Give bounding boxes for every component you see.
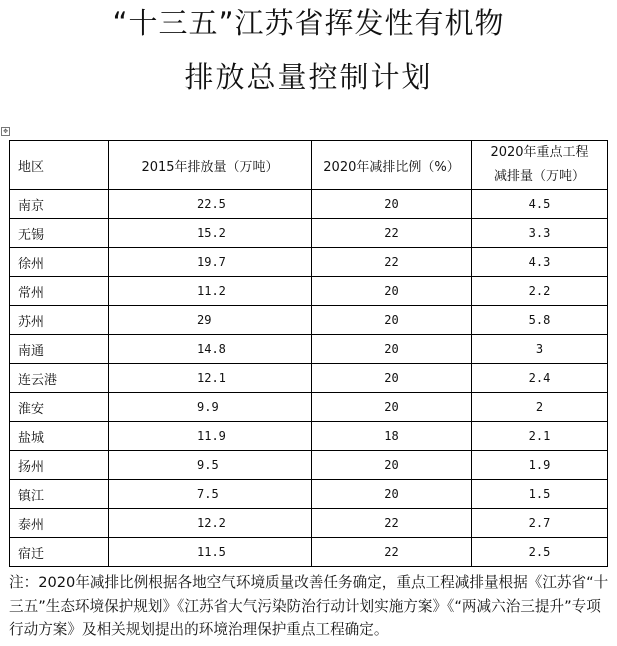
- header-key-project-line2: 减排量（万吨）: [493, 169, 585, 184]
- cell-region: 常州: [10, 277, 109, 306]
- cell-reduction-ratio: 22: [312, 509, 472, 538]
- table-row: [10, 306, 608, 335]
- cell-region: 淮安: [10, 393, 109, 422]
- cell-reduction-ratio: 20: [312, 277, 472, 306]
- cell-region: 宿迁: [10, 538, 109, 567]
- cell-key-project-reduction: 2.2: [472, 277, 608, 306]
- table-row: [10, 538, 608, 567]
- cell-emission-2015: 11.9: [109, 422, 312, 451]
- cell-reduction-ratio: 22: [312, 219, 472, 248]
- table-row: [10, 480, 608, 509]
- cell-emission-2015: 14.8: [109, 335, 312, 364]
- cell-emission-2015: 19.7: [109, 248, 312, 277]
- cell-reduction-ratio: 22: [312, 538, 472, 567]
- cell-reduction-ratio: 20: [312, 393, 472, 422]
- cell-emission-2015: 12.1: [109, 364, 312, 393]
- cell-key-project-reduction: 2.7: [472, 509, 608, 538]
- cell-key-project-reduction: 4.3: [472, 248, 608, 277]
- cell-emission-2015: 22.5: [109, 190, 312, 219]
- cell-region: 无锡: [10, 219, 109, 248]
- cell-region: 盐城: [10, 422, 109, 451]
- cell-emission-2015: 7.5: [109, 480, 312, 509]
- cell-reduction-ratio: 20: [312, 335, 472, 364]
- emission-table: [9, 140, 608, 567]
- cell-emission-2015: 12.2: [109, 509, 312, 538]
- move-handle-icon[interactable]: ✥: [2, 128, 9, 135]
- table-row: [10, 277, 608, 306]
- cell-emission-2015: 9.9: [109, 393, 312, 422]
- cell-key-project-reduction: 3: [472, 335, 608, 364]
- document-title-line2: 排放总量控制计划: [184, 60, 433, 94]
- cell-emission-2015: 11.2: [109, 277, 312, 306]
- cell-region: 南通: [10, 335, 109, 364]
- cell-key-project-reduction: 2: [472, 393, 608, 422]
- cell-key-project-reduction: 4.5: [472, 190, 608, 219]
- table-row: [10, 219, 608, 248]
- header-key-project-line1: 2020年重点工程: [490, 145, 589, 160]
- footnote: 注：2020年减排比例根据各地空气环境质量改善任务确定，重点工程减排量根据《江苏省“十三五”生态环境保护规划》《江苏省大气污染防治行动计划实施方案》《“两减六治三提升”专项行动方案》及相关规划提出的环境治理保护重点工程确定。: [9, 574, 609, 638]
- cell-region: 泰州: [10, 509, 109, 538]
- table-row: [10, 248, 608, 277]
- table-row: [10, 190, 608, 219]
- cell-key-project-reduction: 2.5: [472, 538, 608, 567]
- table-body: [10, 190, 608, 567]
- table-row: [10, 451, 608, 480]
- cell-emission-2015: 9.5: [109, 451, 312, 480]
- cell-key-project-reduction: 1.5: [472, 480, 608, 509]
- cell-key-project-reduction: 2.1: [472, 422, 608, 451]
- table-row: [10, 422, 608, 451]
- cell-reduction-ratio: 22: [312, 248, 472, 277]
- cell-region: 连云港: [10, 364, 109, 393]
- header-reduction-ratio: 2020年减排比例（%）: [312, 141, 472, 190]
- header-emission-2015: 2015年排放量（万吨）: [109, 141, 312, 190]
- cell-region: 扬州: [10, 451, 109, 480]
- table-row: [10, 335, 608, 364]
- cell-reduction-ratio: 20: [312, 451, 472, 480]
- cell-reduction-ratio: 20: [312, 306, 472, 335]
- cell-region: 徐州: [10, 248, 109, 277]
- header-region: 地区: [10, 141, 109, 190]
- cell-emission-2015: 11.5: [109, 538, 312, 567]
- cell-key-project-reduction: 3.3: [472, 219, 608, 248]
- cell-key-project-reduction: 5.8: [472, 306, 608, 335]
- cell-reduction-ratio: 18: [312, 422, 472, 451]
- cell-key-project-reduction: 2.4: [472, 364, 608, 393]
- cell-region: 镇江: [10, 480, 109, 509]
- table-row: [10, 364, 608, 393]
- cell-reduction-ratio: 20: [312, 190, 472, 219]
- document-title-line1: “十三五”江苏省挥发性有机物: [112, 6, 505, 40]
- cell-reduction-ratio: 20: [312, 480, 472, 509]
- cell-region: 苏州: [10, 306, 109, 335]
- cell-key-project-reduction: 1.9: [472, 451, 608, 480]
- table-row: [10, 509, 608, 538]
- cell-emission-2015: 15.2: [109, 219, 312, 248]
- cell-reduction-ratio: 20: [312, 364, 472, 393]
- cell-emission-2015: 29: [109, 306, 312, 335]
- table-header-row: [10, 141, 608, 190]
- table-row: [10, 393, 608, 422]
- cell-region: 南京: [10, 190, 109, 219]
- header-key-project-reduction: [472, 141, 608, 190]
